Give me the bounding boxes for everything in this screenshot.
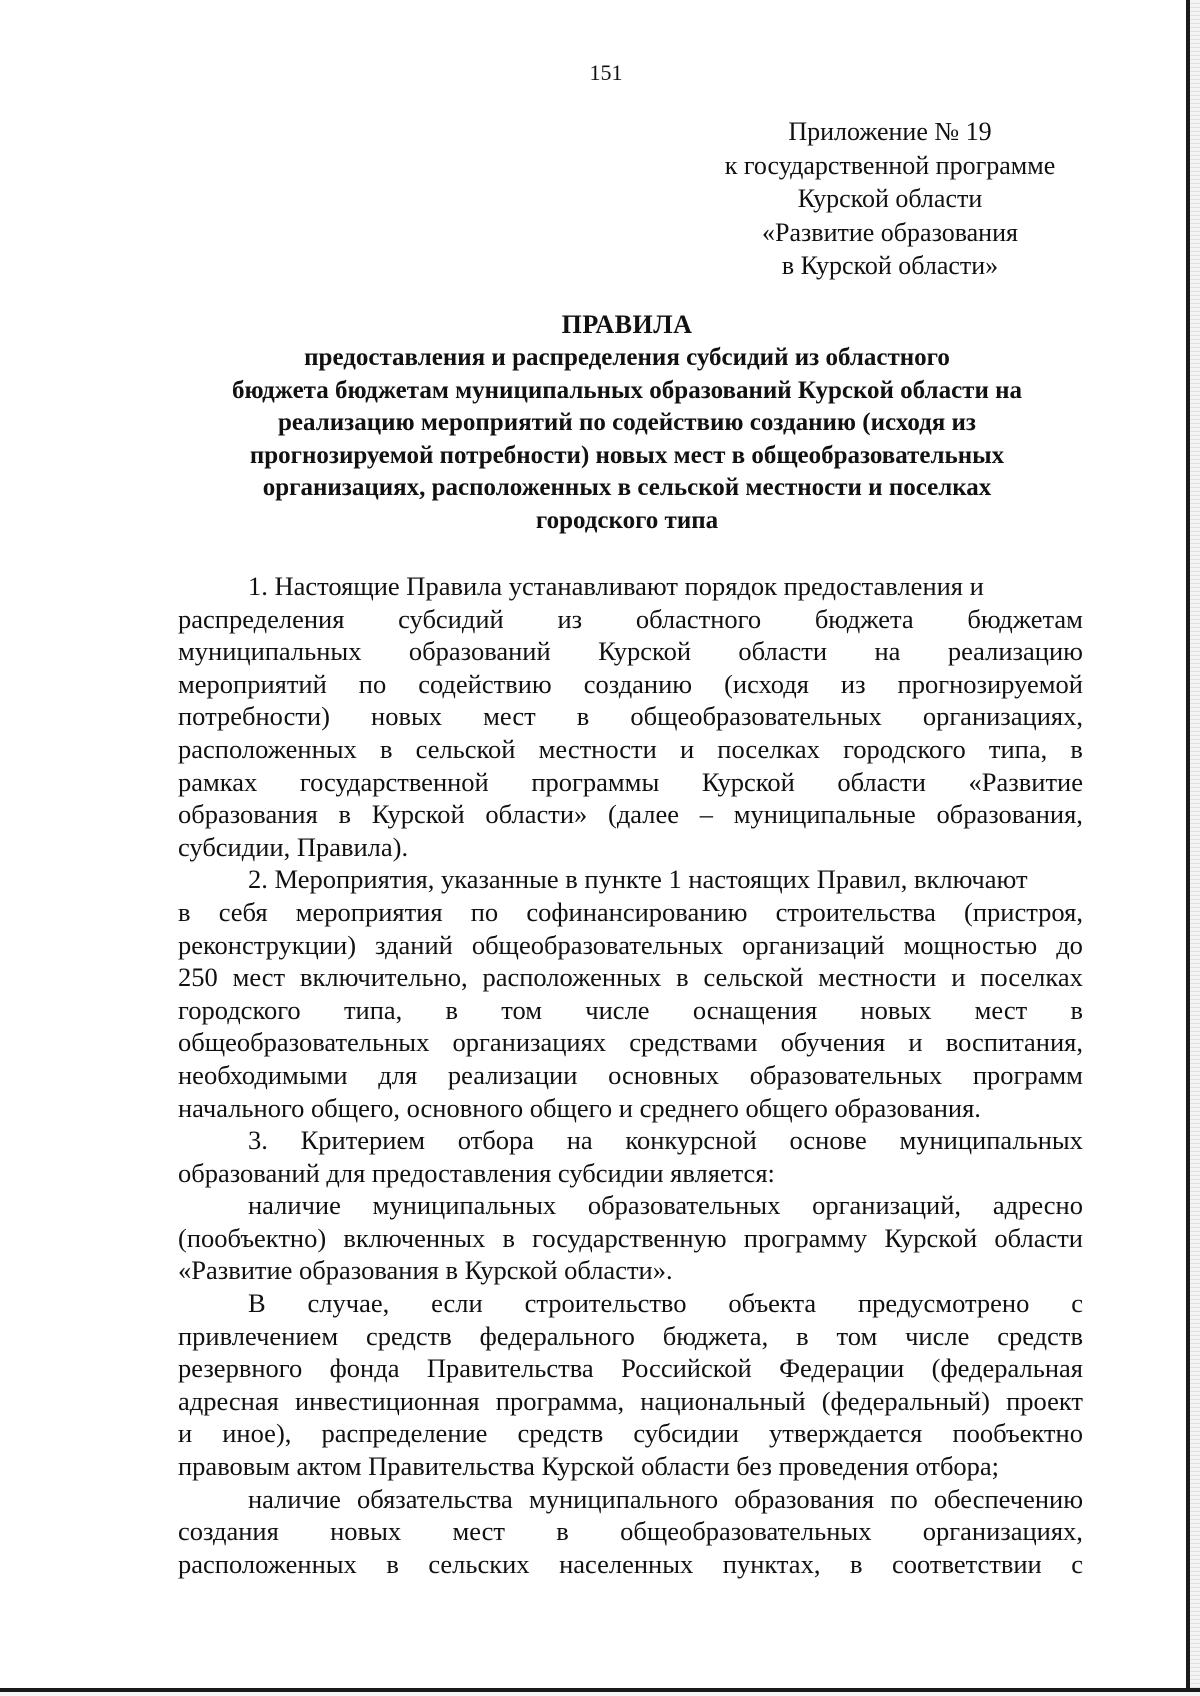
word: организаций, bbox=[812, 1190, 962, 1221]
word: предусмотрено bbox=[857, 1288, 1030, 1319]
word: (исходя bbox=[724, 668, 809, 699]
word: (федеральная bbox=[931, 1353, 1083, 1384]
word: населенных bbox=[559, 1548, 694, 1579]
word: городского bbox=[843, 733, 966, 764]
word: обучения bbox=[780, 1027, 886, 1058]
word: до bbox=[1056, 929, 1083, 960]
word: в bbox=[1070, 994, 1083, 1025]
word: образовательных bbox=[749, 1059, 943, 1090]
text-line bbox=[178, 1157, 1083, 1190]
word: программ bbox=[972, 1059, 1083, 1090]
appendix-block bbox=[705, 115, 1075, 283]
word: муниципальных bbox=[178, 636, 362, 667]
word: (далее bbox=[608, 799, 680, 830]
word: областного bbox=[635, 603, 762, 634]
text-line bbox=[178, 1450, 1083, 1483]
word: в bbox=[445, 994, 459, 1025]
word: государственной bbox=[299, 766, 489, 797]
word: по bbox=[358, 668, 387, 699]
text-line bbox=[178, 635, 1083, 668]
appendix-line: Курской области bbox=[797, 184, 983, 213]
word: по bbox=[470, 896, 499, 927]
word: общеобразовательных bbox=[471, 929, 724, 960]
word: образования bbox=[178, 799, 318, 830]
word: реализацию bbox=[947, 636, 1083, 667]
text-line bbox=[178, 1320, 1083, 1353]
word: образований bbox=[408, 636, 551, 667]
word: на bbox=[874, 636, 901, 667]
text-line bbox=[178, 1026, 1083, 1059]
word: «Развитие образования в Курской области». bbox=[178, 1255, 673, 1286]
word: субсидии bbox=[633, 1418, 739, 1449]
word: распределение bbox=[321, 1418, 488, 1449]
word: прогнозируемой bbox=[897, 668, 1083, 699]
word: включенных bbox=[343, 1222, 486, 1253]
appendix-line: к государственной программе bbox=[724, 150, 1056, 180]
text-line bbox=[178, 896, 1083, 929]
text-line bbox=[178, 1515, 1083, 1548]
title-line: организациях, расположенных в сельской местности и поселках bbox=[262, 474, 992, 501]
word: в bbox=[676, 962, 689, 993]
text-line bbox=[178, 1483, 1083, 1516]
word: с bbox=[1071, 1548, 1083, 1579]
word: В bbox=[248, 1288, 266, 1319]
document-title bbox=[0, 308, 1200, 537]
word: сельской bbox=[415, 733, 516, 764]
word: (федеральный) bbox=[821, 1385, 990, 1416]
word: средств bbox=[365, 1320, 452, 1351]
word: 2. Мероприятия, указанные в пункте 1 настоящих Правил, включают bbox=[248, 864, 1028, 895]
word: наличие bbox=[248, 1483, 341, 1514]
word: на bbox=[566, 1125, 593, 1156]
word: Критерием bbox=[300, 1125, 426, 1156]
appendix-line: Приложение № 19 bbox=[788, 117, 992, 146]
word: в bbox=[1070, 733, 1083, 764]
word: образовательных bbox=[587, 1190, 781, 1221]
word: адресно bbox=[992, 1190, 1083, 1221]
word: организаций bbox=[742, 929, 885, 960]
word: из bbox=[840, 668, 866, 699]
word: области bbox=[738, 636, 828, 667]
word: средств bbox=[517, 1418, 604, 1449]
title-line: городского типа bbox=[535, 506, 719, 534]
word: мест bbox=[232, 962, 286, 993]
text-line bbox=[178, 668, 1083, 701]
word: поселках bbox=[980, 962, 1083, 993]
word: расположенных bbox=[482, 962, 662, 993]
text-line bbox=[178, 1059, 1083, 1092]
word: типа, bbox=[343, 994, 403, 1025]
word: сельских bbox=[428, 1548, 530, 1579]
text-line bbox=[178, 700, 1083, 733]
word: пообъектно bbox=[952, 1418, 1083, 1449]
word: реализации bbox=[447, 1059, 578, 1090]
text-line bbox=[178, 1124, 1083, 1157]
title-line: предоставления и распределения субсидий из областного bbox=[304, 344, 950, 371]
word: в bbox=[502, 1222, 515, 1253]
word: числе bbox=[905, 1320, 970, 1351]
word: фонда bbox=[329, 1353, 400, 1384]
word: наличие bbox=[248, 1190, 341, 1221]
word: муниципальные bbox=[733, 799, 916, 830]
text-line bbox=[178, 1189, 1083, 1222]
word: новых bbox=[860, 994, 932, 1025]
word: пунктах, bbox=[722, 1548, 821, 1579]
text-line bbox=[178, 1222, 1083, 1255]
text-line bbox=[178, 603, 1083, 636]
word: муниципальных bbox=[899, 1125, 1083, 1156]
word: конкурсной bbox=[625, 1125, 757, 1156]
word: образований для предоставления субсидии является: bbox=[178, 1157, 775, 1188]
word: воспитания, bbox=[945, 1027, 1083, 1058]
word: проект bbox=[1006, 1385, 1083, 1416]
word: расположенных bbox=[178, 1548, 357, 1579]
text-line bbox=[178, 863, 1083, 896]
word: и bbox=[679, 733, 695, 764]
word: (пообъектно) bbox=[178, 1222, 327, 1253]
word: потребности) bbox=[178, 701, 330, 732]
word: иное), bbox=[222, 1418, 292, 1449]
word: образования, bbox=[936, 799, 1083, 830]
word: начального общего, основного общего и среднего общего образования. bbox=[178, 1092, 981, 1123]
word: организациях, bbox=[922, 1516, 1083, 1547]
word: национальный bbox=[640, 1385, 806, 1416]
title-line: бюджета бюджетам муниципальных образований Курской области на bbox=[231, 376, 1023, 404]
word: софинансированию bbox=[526, 896, 748, 927]
word: государственную bbox=[532, 1222, 727, 1253]
paragraph bbox=[178, 1189, 1083, 1287]
word: новых bbox=[371, 701, 443, 732]
word: распределения bbox=[178, 603, 345, 634]
word: поселках bbox=[717, 733, 820, 764]
word: области bbox=[837, 766, 926, 797]
word: рамках bbox=[178, 766, 258, 797]
word: общеобразовательных bbox=[178, 1027, 430, 1058]
text-line bbox=[178, 994, 1083, 1027]
word: и bbox=[951, 962, 966, 993]
word: и bbox=[908, 1027, 923, 1058]
word: созданию bbox=[583, 668, 693, 699]
word: в bbox=[386, 1548, 399, 1579]
word: – bbox=[699, 799, 714, 830]
word: общеобразовательных bbox=[630, 701, 882, 732]
word: обеспечению bbox=[933, 1483, 1083, 1514]
word: местности bbox=[538, 733, 657, 764]
word: том bbox=[836, 1320, 878, 1351]
word: мероприятий bbox=[178, 668, 327, 699]
word: по bbox=[890, 1483, 918, 1514]
word: «Развитие bbox=[968, 766, 1083, 797]
word: для bbox=[378, 1059, 418, 1090]
word: создания bbox=[178, 1516, 279, 1547]
word: местности bbox=[818, 962, 937, 993]
text-line bbox=[178, 1287, 1083, 1320]
word: Правительства bbox=[426, 1353, 594, 1384]
word: правовым актом Правительства Курской области без проведения отбора; bbox=[178, 1451, 1000, 1482]
word: программы bbox=[531, 766, 660, 797]
word: муниципальных bbox=[372, 1190, 557, 1221]
scan-edge-right bbox=[1186, 0, 1200, 1696]
word: в bbox=[178, 896, 191, 927]
word: сельской bbox=[703, 962, 804, 993]
word: средств bbox=[997, 1320, 1083, 1351]
word: Российской bbox=[621, 1353, 752, 1384]
word: программа, bbox=[495, 1385, 625, 1416]
word: типа, bbox=[988, 733, 1048, 764]
title-line: прогнозируемой потребности) новых мест в общеобразовательных bbox=[249, 441, 1005, 469]
text-line bbox=[178, 1254, 1083, 1287]
word: Курской bbox=[701, 766, 795, 797]
word: образования bbox=[734, 1483, 875, 1514]
appendix-line: «Развитие образования bbox=[762, 217, 1018, 247]
word: реконструкции) bbox=[178, 929, 357, 960]
word: включительно, bbox=[299, 962, 468, 993]
word: Курской bbox=[884, 1222, 978, 1253]
text-line bbox=[178, 733, 1083, 766]
word: мест bbox=[452, 1516, 505, 1547]
paragraph bbox=[178, 1483, 1083, 1581]
text-line bbox=[178, 766, 1083, 799]
word: 250 bbox=[178, 962, 218, 993]
appendix-line: в Курской области» bbox=[781, 251, 999, 280]
word: мест bbox=[483, 701, 536, 732]
word: субсидии, Правила). bbox=[178, 831, 409, 862]
text-line bbox=[178, 1385, 1083, 1418]
text-line bbox=[178, 798, 1083, 831]
word: средствами bbox=[629, 1027, 758, 1058]
word: мест bbox=[974, 994, 1028, 1025]
word: области bbox=[994, 1222, 1083, 1253]
word: в bbox=[338, 799, 352, 830]
word: 1. Настоящие Правила устанавливают порядок предоставления и bbox=[248, 571, 984, 601]
text-line bbox=[178, 929, 1083, 962]
paragraph bbox=[178, 863, 1083, 1124]
word: утверждается bbox=[769, 1418, 923, 1449]
word: мощностью bbox=[903, 929, 1038, 960]
word: зданий bbox=[375, 929, 453, 960]
word: организациях, bbox=[922, 701, 1083, 732]
word: новых bbox=[330, 1516, 402, 1547]
word: содействию bbox=[418, 668, 552, 699]
word: (пристроя, bbox=[964, 896, 1083, 927]
word: в bbox=[556, 1516, 569, 1547]
text-line bbox=[178, 570, 1083, 603]
word: с bbox=[1071, 1288, 1083, 1319]
word: случае, bbox=[307, 1288, 390, 1319]
word: программу bbox=[743, 1222, 868, 1253]
body-text bbox=[178, 570, 1083, 1580]
word: Курской bbox=[371, 799, 465, 830]
word: в bbox=[849, 1548, 863, 1579]
paragraph bbox=[178, 570, 1083, 863]
word: Курской bbox=[598, 636, 691, 667]
word: оснащения bbox=[692, 994, 818, 1025]
word: городского bbox=[178, 994, 301, 1025]
word: строительства bbox=[775, 896, 936, 927]
word: в bbox=[379, 733, 393, 764]
paragraph bbox=[178, 1124, 1083, 1189]
word: области» bbox=[485, 799, 588, 830]
word: инвестиционная bbox=[295, 1385, 480, 1416]
text-line bbox=[178, 831, 1083, 864]
text-line bbox=[178, 1548, 1083, 1581]
word: общеобразовательных bbox=[620, 1516, 872, 1547]
word: субсидий bbox=[398, 603, 504, 634]
word: обязательства bbox=[357, 1483, 513, 1514]
word: бюджета bbox=[814, 603, 914, 634]
word: отбора bbox=[457, 1125, 534, 1156]
word: резервного bbox=[178, 1353, 303, 1384]
page-number: 151 bbox=[589, 60, 623, 85]
word: в bbox=[796, 1320, 809, 1351]
word: бюджета, bbox=[662, 1320, 769, 1351]
word: и bbox=[178, 1418, 193, 1449]
word: адресная bbox=[178, 1385, 279, 1416]
word: основе bbox=[789, 1125, 867, 1156]
word: объекта bbox=[728, 1288, 817, 1319]
text-line bbox=[178, 1417, 1083, 1450]
word: организациях bbox=[452, 1027, 607, 1058]
text-line bbox=[178, 1092, 1083, 1125]
word: основных bbox=[608, 1059, 719, 1090]
word: привлечением bbox=[178, 1320, 339, 1351]
word: мероприятия bbox=[295, 896, 443, 927]
title-main: ПРАВИЛА bbox=[561, 310, 693, 339]
word: Федерации bbox=[779, 1353, 905, 1384]
word: 3. bbox=[248, 1125, 268, 1156]
word: бюджетам bbox=[967, 603, 1083, 634]
word: строительство bbox=[524, 1288, 687, 1319]
word: муниципального bbox=[528, 1483, 719, 1514]
word: соответствии bbox=[891, 1548, 1042, 1579]
word: необходимыми bbox=[178, 1059, 348, 1090]
word: в bbox=[576, 701, 590, 732]
text-line bbox=[178, 961, 1083, 994]
word: из bbox=[557, 603, 583, 634]
paragraph bbox=[178, 1287, 1083, 1483]
word: если bbox=[431, 1288, 483, 1319]
word: числе bbox=[585, 994, 650, 1025]
word: федерального bbox=[479, 1320, 635, 1351]
word: себя bbox=[218, 896, 268, 927]
scan-edge-bottom bbox=[0, 1688, 1200, 1696]
title-line: реализацию мероприятий по содействию созданию (исходя из bbox=[278, 409, 976, 436]
text-line bbox=[178, 1352, 1083, 1385]
word: том bbox=[501, 994, 543, 1025]
word: расположенных bbox=[178, 733, 357, 764]
